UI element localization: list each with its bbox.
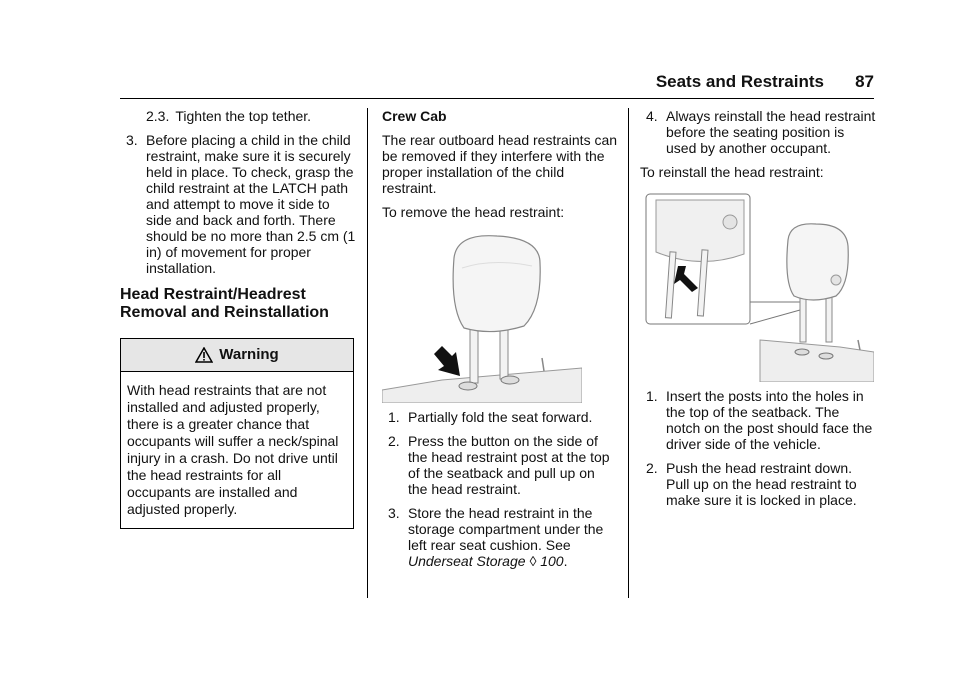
xref-page: 100 bbox=[540, 553, 564, 569]
head-restraint-removal-illustration bbox=[382, 228, 582, 403]
column-divider bbox=[367, 108, 368, 598]
step-text: Insert the posts into the holes in the top of the seatback. The notch on the post should face the driver side of the vehicle. bbox=[666, 388, 873, 452]
xref-arrow: ◊ bbox=[529, 553, 537, 569]
reinstall-intro: To reinstall the head restraint: bbox=[640, 164, 824, 180]
removal-step-3 bbox=[382, 505, 618, 569]
column-left bbox=[120, 108, 356, 529]
step-number: 1. bbox=[646, 388, 658, 404]
step-number: 1. bbox=[388, 409, 400, 425]
warning-text: With head restraints that are not installed and adjusted properly, there is a greater chance that occupants will suffer a neck/spinal injury in a crash. Do not drive until the head restraints for all occupants are installed and adjusted properly. bbox=[127, 382, 339, 517]
page-number: 87 bbox=[855, 72, 874, 91]
step-text: Push the head restraint down. Pull up on the head restraint to make sure it is locked in place. bbox=[666, 460, 857, 508]
warning-label: Warning bbox=[219, 346, 279, 363]
reinstall-step-1 bbox=[640, 388, 876, 452]
removal-step-2 bbox=[382, 433, 618, 497]
column-middle bbox=[382, 108, 618, 577]
warning-box bbox=[120, 338, 354, 529]
step-4 bbox=[640, 108, 876, 156]
column-right bbox=[640, 108, 876, 516]
xref-title: Underseat Storage bbox=[408, 553, 526, 569]
remove-intro: To remove the head restraint: bbox=[382, 204, 565, 220]
head-restraint-reinstall-illustration bbox=[640, 192, 874, 382]
step-text: Store the head restraint in the storage compartment under the left rear seat cushion. See bbox=[408, 505, 604, 553]
xref-suffix: . bbox=[563, 553, 568, 569]
page-header bbox=[120, 70, 874, 99]
removal-step-1 bbox=[382, 409, 618, 425]
step-number: 3. bbox=[388, 505, 400, 521]
step-number: 2. bbox=[388, 433, 400, 449]
section-title-header: Seats and Restraints bbox=[655, 72, 824, 91]
sub-step-number: 2.3. bbox=[146, 108, 170, 124]
step-text: Press the button on the side of the head restraint post at the top of the seatback and pull up on the head restraint. bbox=[408, 433, 610, 497]
warning-triangle-icon bbox=[195, 347, 213, 363]
step-3 bbox=[120, 132, 356, 276]
warning-header bbox=[121, 339, 353, 372]
step-text: Always reinstall the head restraint before the seating position is used by another occupant. bbox=[666, 108, 876, 156]
step-number: 3. bbox=[126, 132, 138, 148]
intro-paragraph: The rear outboard head restraints can be removed if they interfere with the proper installation of the child restraint. bbox=[382, 132, 618, 196]
xref-link[interactable] bbox=[408, 553, 564, 569]
subheading-crew-cab: Crew Cab bbox=[382, 108, 447, 124]
step-number: 4. bbox=[646, 108, 658, 124]
step-text: Before placing a child in the child restraint, make sure it is securely held in place. To check, grasp the child restraint at the LATCH path and attempt to move it side to side and back and forth. There should be no more than 2.5 cm (1 in) of movement for proper installation. bbox=[146, 132, 356, 276]
step-number: 2. bbox=[646, 460, 658, 476]
reinstall-step-2 bbox=[640, 460, 876, 508]
sub-step-text: Tighten the top tether. bbox=[175, 108, 312, 124]
section-heading: Head Restraint/Headrest Removal and Reinstallation bbox=[120, 286, 329, 321]
column-divider bbox=[628, 108, 629, 598]
step-text: Partially fold the seat forward. bbox=[408, 409, 593, 425]
sub-step bbox=[120, 108, 356, 124]
